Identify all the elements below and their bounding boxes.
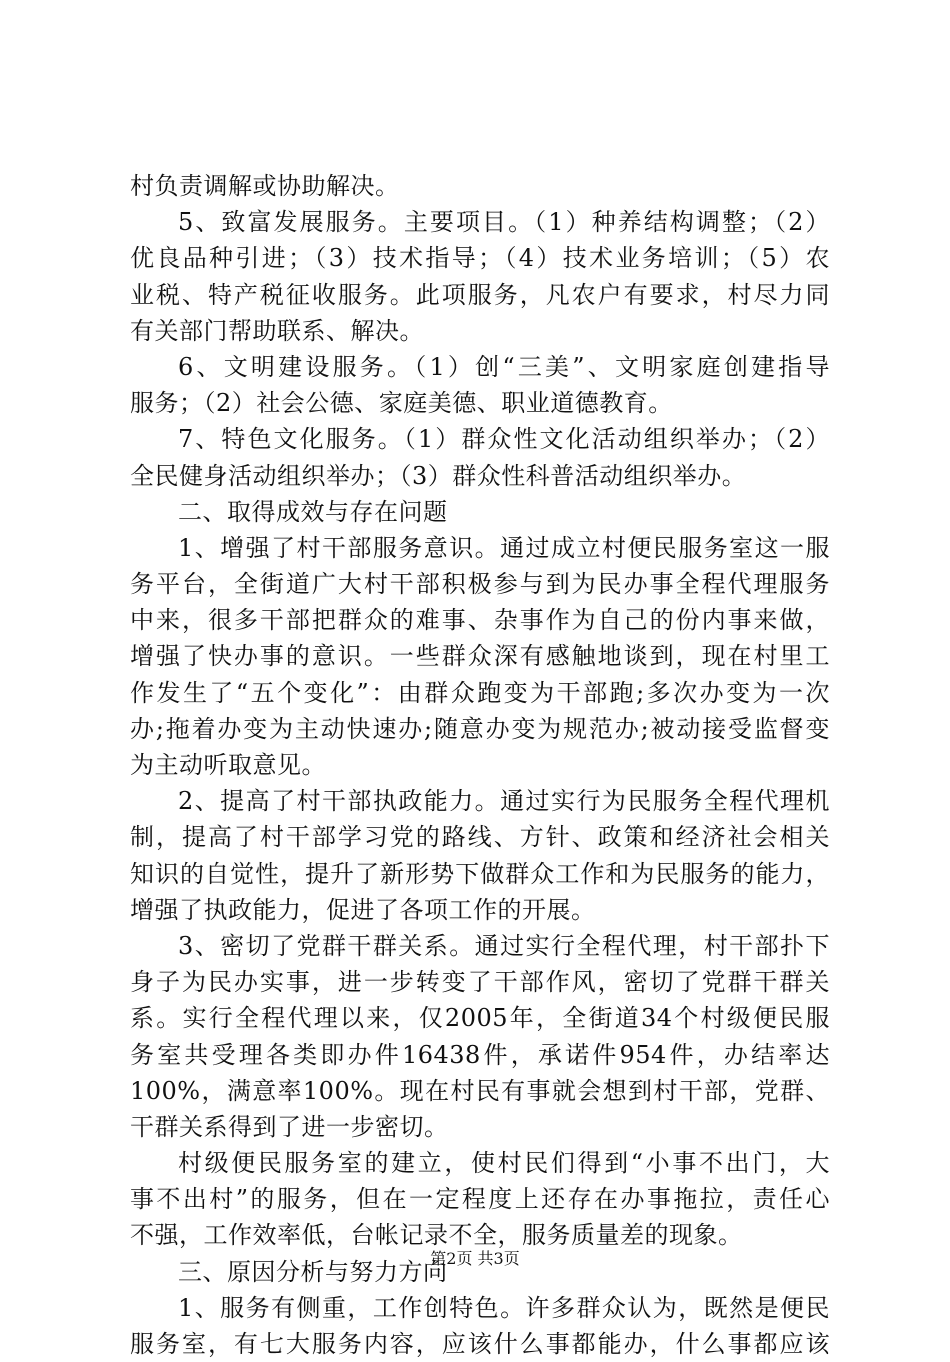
- document-body: [130, 168, 830, 1362]
- text-line: 5、致富发展服务。主要项目。（1）种养结构调整；（2）: [178, 208, 830, 237]
- text-line: 务室共受理各类即办件16438件，承诺件954件，办结率达: [130, 1040, 830, 1069]
- text-line: 优良品种引进；（3）技术指导；（4）技术业务培训；（5）农: [130, 244, 830, 273]
- text-line: 有关部门帮助联系、解决。: [130, 316, 424, 345]
- text-line: 村负责调解或协助解决。: [130, 172, 400, 200]
- text-line: 增强了执政能力，促进了各项工作的开展。: [130, 895, 596, 924]
- text-line: 中来，很多干部把群众的难事、杂事作为自己的份内事来做，: [130, 606, 830, 635]
- text-line: 100%，满意率100%。现在村民有事就会想到村干部，党群、: [130, 1076, 830, 1105]
- text-line: 作发生了“五个变化”：由群众跑变为干部跑;多次办变为一次: [130, 678, 830, 707]
- text-line: 6、文明建设服务。（1）创“三美”、文明家庭创建指导: [178, 352, 830, 381]
- text-line: 业税、特产税征收服务。此项服务，凡农户有要求，村尽力同: [130, 280, 830, 309]
- text-line: 干群关系得到了进一步密切。: [130, 1112, 449, 1141]
- text-line: 知识的自觉性，提升了新形势下做群众工作和为民服务的能力，: [130, 859, 830, 888]
- text-line: 二、取得成效与存在问题: [178, 497, 448, 526]
- text-line: 身子为民办实事，进一步转变了干部作风，密切了党群干群关: [130, 968, 830, 997]
- text-line: 3、密切了党群干群关系。通过实行全程代理，村干部扑下: [178, 931, 830, 960]
- page-number-label: 第2页 共3页: [430, 1249, 520, 1268]
- text-line: 全民健身活动组织举办；（3）群众性科普活动组织举办。: [130, 461, 747, 490]
- text-line: 办;拖着办变为主动快速办;随意办变为规范办;被动接受监督变: [130, 714, 830, 743]
- text-line: 7、特色文化服务。（1）群众性文化活动组织举办；（2）: [178, 425, 830, 454]
- text-line: 系。实行全程代理以来，仅2005年，全街道34个村级便民服: [130, 1004, 830, 1033]
- text-line: 增强了快办事的意识。一些群众深有感触地谈到，现在村里工: [130, 642, 830, 671]
- text-line: 为主动听取意见。: [130, 751, 326, 779]
- text-line: 务平台，全街道广大村干部积极参与到为民办事全程代理服务: [130, 570, 830, 599]
- text-line: 1、服务有侧重，工作创特色。许多群众认为，既然是便民: [178, 1293, 830, 1322]
- text-line: 事不出村”的服务，但在一定程度上还存在办事拖拉，责任心: [130, 1185, 830, 1214]
- text-line: 服务室，有七大服务内容，应该什么事都能办，什么事都应该: [130, 1330, 830, 1358]
- text-line: 制，提高了村干部学习党的路线、方针、政策和经济社会相关: [130, 823, 830, 852]
- text-line: 1、增强了村干部服务意识。通过成立村便民服务室这一服: [178, 533, 830, 562]
- page-footer: [0, 1246, 950, 1269]
- text-line: 村级便民服务室的建立，使村民们得到“小事不出门，大: [178, 1149, 830, 1178]
- text-line: 服务；（2）社会公德、家庭美德、职业道德教育。: [130, 389, 673, 418]
- text-line: 2、提高了村干部执政能力。通过实行为民服务全程代理机: [178, 787, 830, 816]
- text-line: 不强，工作效率低，台帐记录不全，服务质量差的现象。: [130, 1221, 743, 1250]
- text-line: 三、原因分析与努力方向: [178, 1257, 448, 1286]
